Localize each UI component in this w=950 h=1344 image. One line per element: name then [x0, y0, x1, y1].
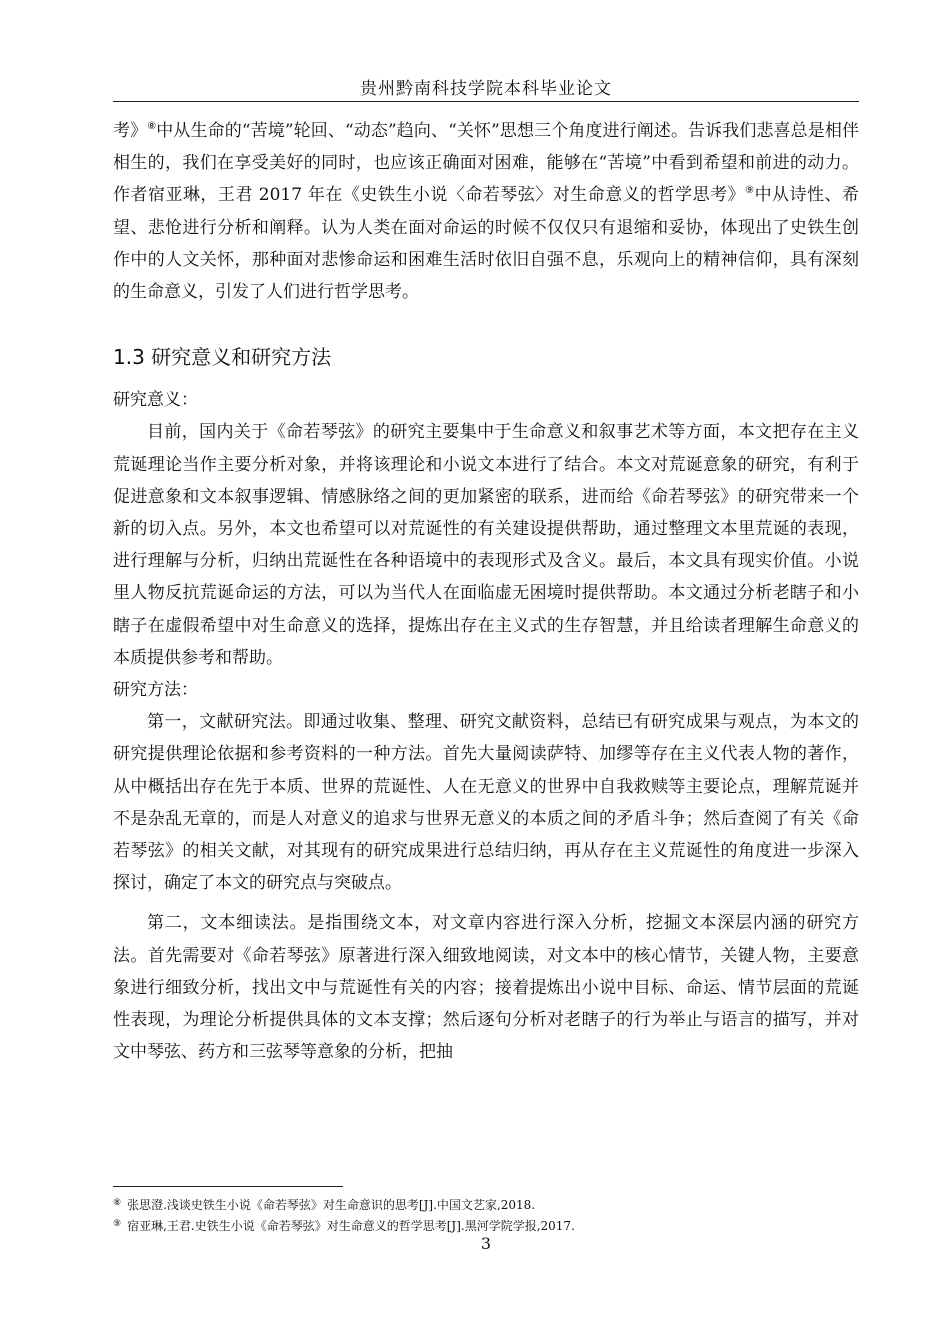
text-run: 考》: [113, 121, 148, 141]
footnote-item: [113, 1194, 859, 1215]
header-rule: [113, 101, 859, 102]
footnote-mark: ⑨: [113, 1219, 122, 1229]
footnotes: [113, 1194, 859, 1236]
footnote-text: 张思澄.浅谈史铁生小说《命若琴弦》对生命意识的思考[J].中国文艺家,2018.: [127, 1198, 536, 1212]
text-run: 中从诗性、希望、悲怆进行分析和阐释。认为人类在面对命运的时候不仅仅只有退缩和妥协，体现出了史铁生创作中的人文关怀，那种面对悲惨命运和困难生活时依旧自强不息，乐观向上的精神信仰，具有深刻的生命意义，引发了人们进行哲学思考。: [113, 185, 859, 303]
footnote-ref[interactable]: ⑧: [147, 121, 157, 132]
label-significance: 研究意义：: [113, 390, 198, 411]
running-header: 贵州黔南科技学院本科毕业论文: [360, 79, 612, 99]
section-heading: 1.3 研究意义和研究方法: [113, 345, 332, 370]
page-number: 3: [480, 1234, 492, 1253]
text-run: 中从生命的“苦境”轮回、“动态”趋向、“关怀”思想三个角度进行阐述。告诉我们悲喜总是相伴相生的，我们在享受美好的同时，也应该正确面对困难，能够在“苦境”中看到希望和前进的动力。作者宿亚琳，王君 2017 年在《史铁生小说〈命若琴弦〉对生命意义的哲学思考》: [113, 121, 859, 206]
footnote-text: 宿亚琳,王君.史铁生小说《命若琴弦》对生命意义的哲学思考[J].黑河学院学报,2017.: [127, 1219, 575, 1233]
paragraph-significance: 目前，国内关于《命若琴弦》的研究主要集中于生命意义和叙事艺术等方面，本文把存在主义荒诞理论当作主要分析对象，并将该理论和小说文本进行了结合。本文对荒诞意象的研究，有利于促进意象和文本叙事逻辑、情感脉络之间的更加紧密的联系，进而给《命若琴弦》的研究带来一个新的切入点。另外，本文也希望可以对荒诞性的有关建设提供帮助，通过整理文本里荒诞的表现，进行理解与分析，归纳出荒诞性在各种语境中的表现形式及含义。最后，本文具有现实价值。小说里人物反抗荒诞命运的方法，可以为当代人在面临虚无困境时提供帮助。本文通过分析老瞎子和小瞎子在虚假希望中对生命意义的选择，提炼出存在主义式的生存智慧，并且给读者理解生命意义的本质提供参考和帮助。: [113, 422, 859, 668]
paragraph-method-close-reading: 第二，文本细读法。是指围绕文本，对文章内容进行深入分析，挖掘文本深层内涵的研究方法。首先需要对《命若琴弦》原著进行深入细致地阅读，对文本中的核心情节，关键人物，主要意象进行细致分析，找出文中与荒诞性有关的内容；接着提炼出小说中目标、命运、情节层面的荒诞性表现，为理论分析提供具体的文本支撑；然后逐句分析对老瞎子的行为举止与语言的描写，并对文中琴弦、药方和三弦琴等意象的分析，把抽: [113, 913, 859, 1063]
paragraph-method-literature: 第一，文献研究法。即通过收集、整理、研究文献资料，总结已有研究成果与观点，为本文的研究提供理论依据和参考资料的一种方法。首先大量阅读萨特、加缪等存在主义代表人物的著作，从中概括出存在先于本质、世界的荒诞性、人在无意义的世界中自我救赎等主要论点，理解荒诞并不是杂乱无章的，而是人对意义的追求与世界无意义的本质之间的矛盾斗争；然后查阅了有关《命若琴弦》的相关文献，对其现有的研究成果进行总结归纳，再从存在主义荒诞性的角度进一步深入探讨，确定了本文的研究点与突破点。: [113, 712, 859, 894]
footnote-item: [113, 1215, 859, 1236]
paragraph-literature-review: [113, 115, 859, 308]
page-body: [113, 115, 859, 1068]
footnote-ref[interactable]: ⑨: [745, 185, 755, 197]
label-methods: 研究方法：: [113, 680, 198, 701]
footnote-mark: ⑧: [113, 1198, 122, 1208]
footnote-rule: [113, 1186, 343, 1187]
